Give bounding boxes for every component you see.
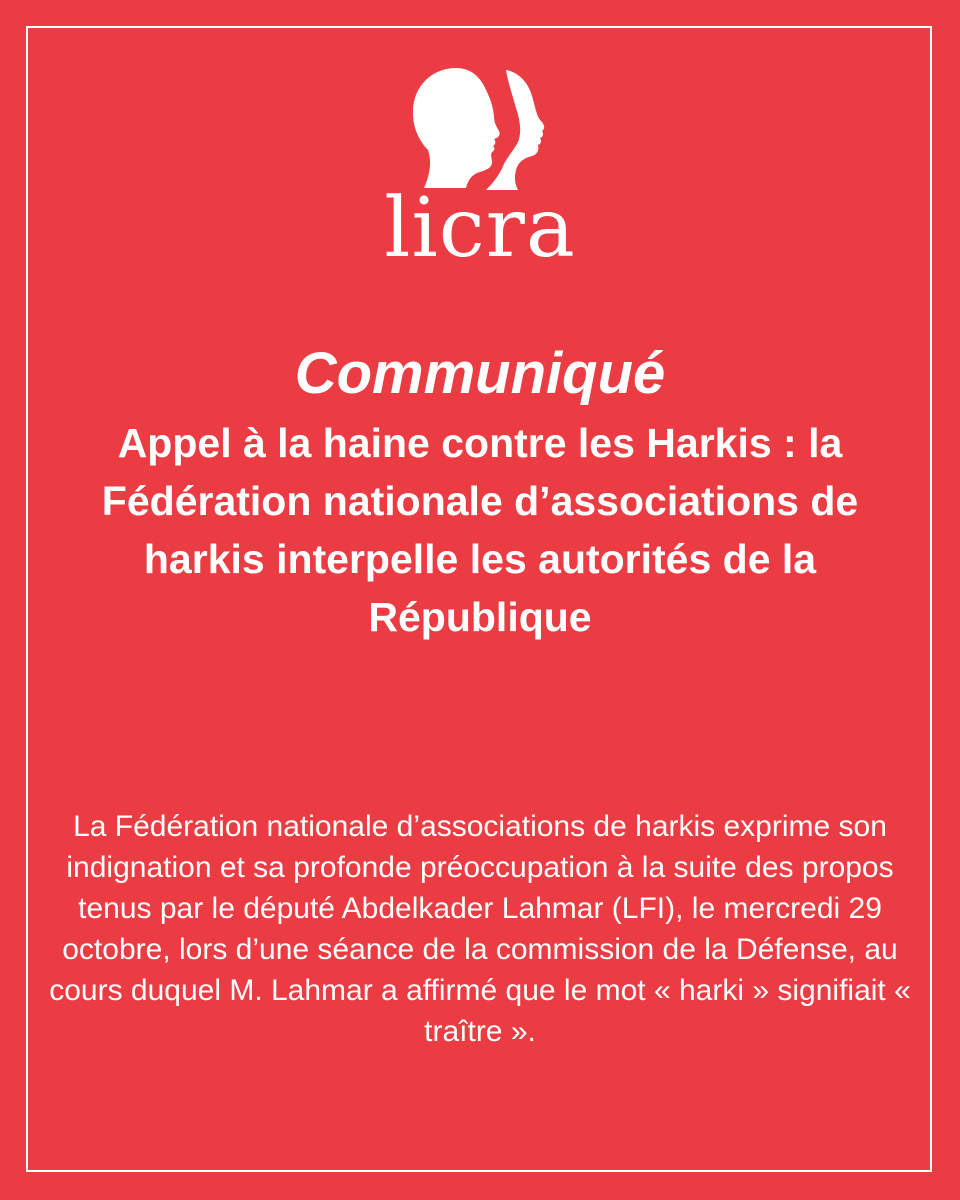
licra-logo	[380, 66, 580, 276]
logo-wordmark: licra	[384, 181, 576, 276]
page-title: Communiqué	[294, 341, 666, 406]
body-paragraph: La Fédération nationale d’associations de harkis exprime son indignation et sa profonde préoccupation à la suite des propos tenus par le député Abdelkader Lahmar (LFI), le mercredi 29 octobre, lors d’une séance de la commission de la Défense, au cours duquel M. Lahmar a affirmé que le mot « harki » signifiait « traître ».	[49, 810, 911, 1048]
headline: Appel à la haine contre les Harkis : la Fédération nationale d’associations de harkis interpelle les autorités de la République	[101, 420, 859, 640]
profiles-logo-icon	[408, 66, 558, 191]
